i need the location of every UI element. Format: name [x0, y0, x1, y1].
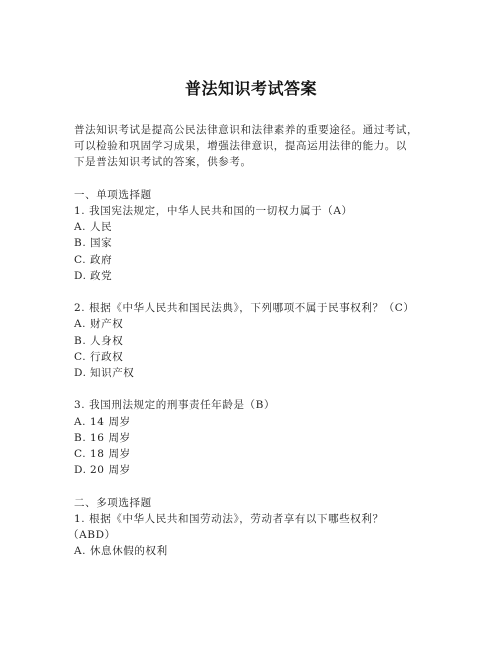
document-body [68, 122, 474, 559]
option-text: 国家 [90, 237, 113, 250]
section-heading-multiple-choice: 二、多项选择题 [74, 496, 152, 509]
intro-line-2: 可以检验和巩固学习成果，增强法律意识，提高运用法律的能力。以 [74, 140, 407, 153]
question-2-option-c [74, 349, 474, 365]
option-letter: B. [74, 334, 87, 347]
option-text: 政党 [90, 269, 113, 282]
option-letter: D. [74, 269, 87, 282]
section-heading-single-choice: 一、单项选择题 [74, 188, 152, 201]
question-3-text: 3. 我国刑法规定的刑事责任年龄是（B） [74, 399, 276, 412]
question-3-option-a [74, 414, 474, 430]
option-text: 政府 [90, 253, 113, 266]
option-text: 休息休假的权利 [90, 545, 168, 558]
intro-line-3: 下是普法知识考试的答案，供参考。 [74, 156, 252, 169]
option-text: 20 周岁 [90, 464, 131, 477]
question-3-option-b [74, 430, 474, 446]
question-2-text: 2. 根据《中华人民共和国民法典》，下列哪项不属于民事权利？（C） [74, 302, 415, 315]
question-1-option-c [74, 252, 474, 268]
question-1-option-d [74, 268, 474, 284]
option-letter: A. [74, 318, 87, 331]
question-2-option-b [74, 333, 474, 349]
page-title: 普法知识考试答案 [184, 79, 317, 98]
option-letter: A. [74, 415, 87, 428]
option-text: 16 周岁 [90, 431, 131, 444]
option-text: 行政权 [90, 350, 124, 363]
option-text: 18 周岁 [90, 448, 131, 461]
option-letter: C. [74, 253, 87, 266]
multi-question-1-option-a [74, 543, 474, 559]
intro-line-1: 普法知识考试是提高公民法律意识和法律素养的重要途径。通过考试， [74, 124, 419, 136]
option-text: 人身权 [90, 334, 124, 347]
option-letter: A. [74, 221, 87, 234]
option-text: 14 周岁 [90, 415, 131, 428]
option-letter: B. [74, 431, 87, 444]
question-1-option-a [74, 219, 474, 235]
question-3-option-d [74, 462, 474, 478]
option-text: 人民 [90, 221, 113, 234]
option-letter: D. [74, 367, 87, 380]
multi-question-1-answer: （ABD） [68, 529, 116, 542]
multi-question-1-text: 1. 根据《中华人民共和国劳动法》，劳动者享有以下哪些权利？ [74, 512, 384, 525]
option-text: 知识产权 [90, 367, 135, 380]
question-1-text: 1. 我国宪法规定，中华人民共和国的一切权力属于（A） [74, 205, 353, 217]
option-letter: C. [74, 448, 87, 461]
option-letter: A. [74, 545, 87, 558]
question-1-option-b [74, 235, 474, 251]
option-letter: D. [74, 464, 87, 477]
option-text: 财产权 [90, 318, 124, 331]
question-2-option-a [74, 316, 474, 332]
question-3-option-c [74, 446, 474, 462]
question-2-option-d [74, 365, 474, 381]
option-letter: B. [74, 237, 87, 250]
option-letter: C. [74, 350, 87, 363]
